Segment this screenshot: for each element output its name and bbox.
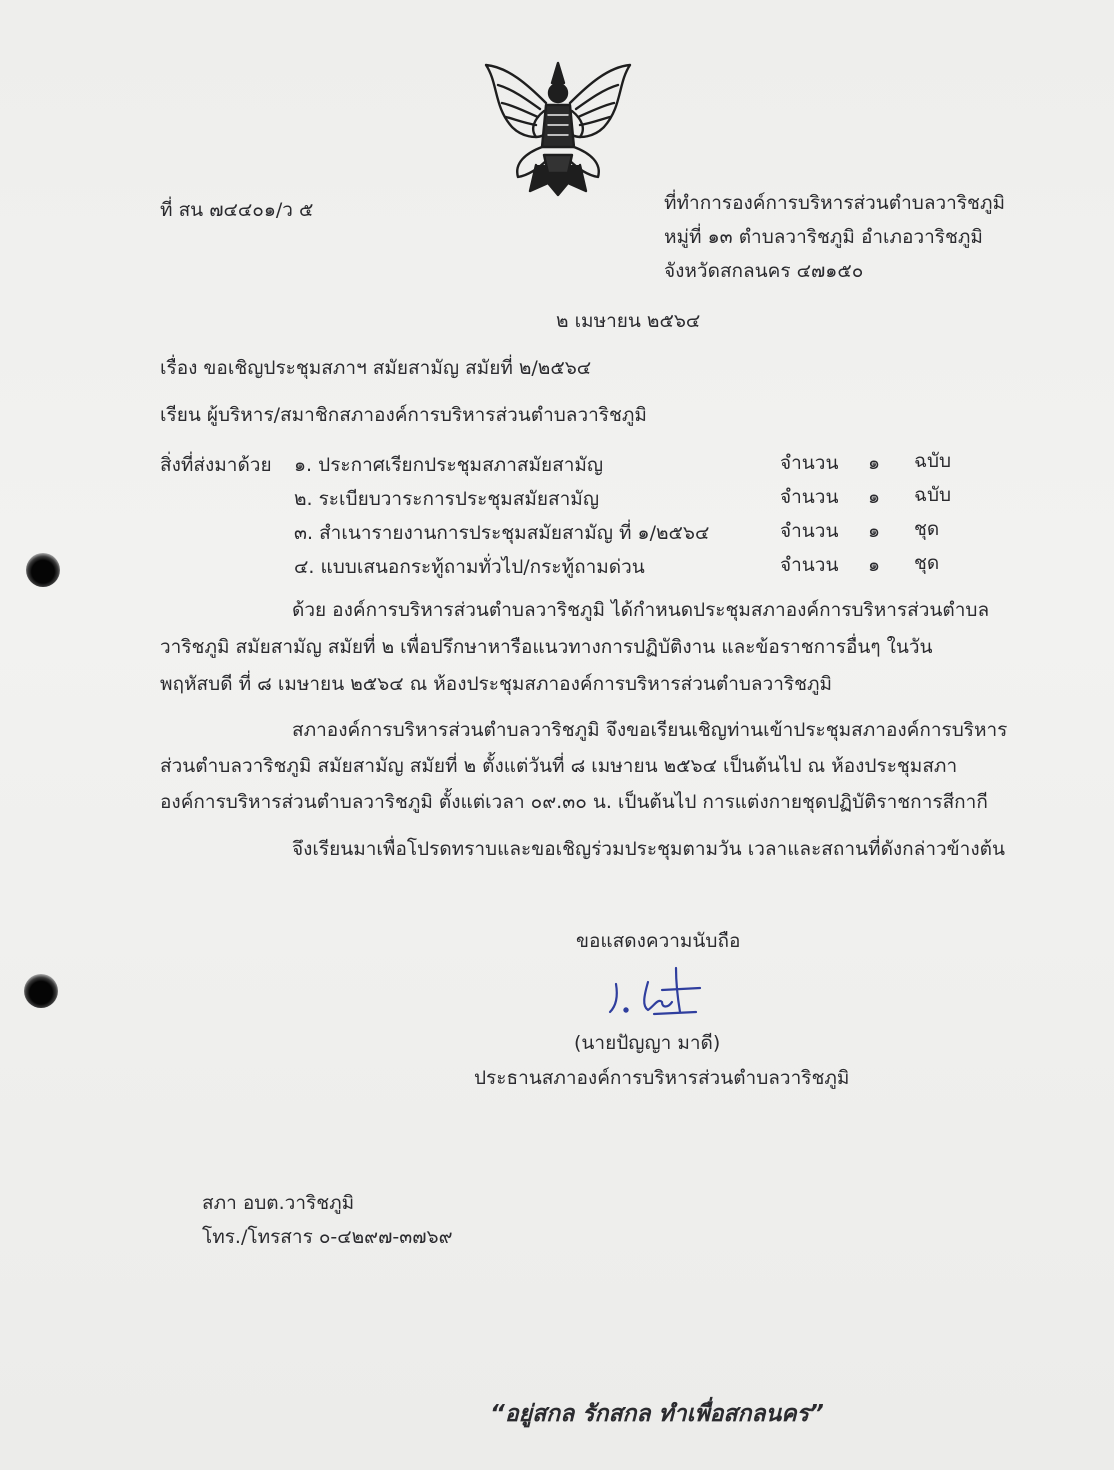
body-paragraph-1-line2: วาริชภูมิ สมัยสามัญ สมัยที่ ๒ เพื่อปรึกษาหารือแนวทางการปฏิบัติงาน และข้อราชการอื่นๆ ในวัน xyxy=(160,636,933,658)
letter-date: ๒ เมษายน ๒๕๖๔ xyxy=(556,310,701,332)
body-paragraph-2-line3: องค์การบริหารส่วนตำบลวาริชภูมิ ตั้งแต่เวลา ๐๙.๓๐ น. เป็นต้นไป การแต่งกายชุดปฏิบัติราชการสีกากี xyxy=(160,791,988,813)
enclosure-item-text: ๓. สำเนารายงานการประชุมสมัยสามัญ ที่ ๑/๒๕๖๔ xyxy=(294,522,710,544)
body-paragraph-2-line2: ส่วนตำบลวาริชภูมิ สมัยสามัญ สมัยที่ ๒ ตั้งแต่วันที่ ๘ เมษายน ๒๕๖๔ เป็นต้นไป ณ ห้องประชุมสภา xyxy=(160,755,958,777)
subject-line: เรื่อง ขอเชิญประชุมสภาฯ สมัยสามัญ สมัยที่ ๒/๒๕๖๔ xyxy=(160,357,592,379)
signature-mark xyxy=(596,962,716,1022)
enclosure-item-qty-label: จำนวน xyxy=(780,452,839,474)
enclosure-item-qty-label: จำนวน xyxy=(780,554,839,576)
enclosure-item-qty-label: จำนวน xyxy=(780,520,839,542)
recipient-line: เรียน ผู้บริหาร/สมาชิกสภาองค์การบริหารส่วนตำบลวาริชภูมิ xyxy=(160,404,647,426)
enclosure-item-text: ๑. ประกาศเรียกประชุมสภาสมัยสามัญ xyxy=(294,454,604,476)
enclosure-item-unit: ฉบับ xyxy=(914,484,952,506)
body-paragraph-2-line1: สภาองค์การบริหารส่วนตำบลวาริชภูมิ จึงขอเรียนเชิญท่านเข้าประชุมสภาองค์การบริหาร xyxy=(292,719,1008,741)
enclosure-item-text: ๔. แบบเสนอกระทู้ถามทั่วไป/กระทู้ถามด่วน xyxy=(294,556,645,578)
enclosure-item-qty: ๑ xyxy=(868,554,881,576)
enclosures-label: สิ่งที่ส่งมาด้วย xyxy=(160,454,272,476)
garuda-emblem-icon xyxy=(478,55,638,205)
closing-salutation: ขอแสดงความนับถือ xyxy=(576,930,741,952)
enclosure-item-text: ๒. ระเบียบวาระการประชุมสมัยสามัญ xyxy=(294,488,600,510)
enclosure-item-unit: ชุด xyxy=(914,552,940,574)
enclosure-item-unit: ฉบับ xyxy=(914,450,952,472)
enclosure-item-qty-label: จำนวน xyxy=(780,486,839,508)
footer-office: สภา อบต.วาริชภูมิ xyxy=(202,1192,355,1214)
footer-slogan: “อยู่สกล รักสกล ทำเพื่อสกลนคร” xyxy=(490,1401,824,1427)
enclosure-item-qty: ๑ xyxy=(868,520,881,542)
body-paragraph-1-line1: ด้วย องค์การบริหารส่วนตำบลวาริชภูมิ ได้กำหนดประชุมสภาองค์การบริหารส่วนตำบล xyxy=(292,599,990,621)
body-paragraph-1-line3: พฤหัสบดี ที่ ๘ เมษายน ๒๕๖๔ ณ ห้องประชุมสภาองค์การบริหารส่วนตำบลวาริชภูมิ xyxy=(160,673,833,695)
enclosure-item-qty: ๑ xyxy=(868,452,881,474)
footer-phone: โทร./โทรสาร ๐-๔๒๙๗-๓๗๖๙ xyxy=(202,1226,453,1248)
enclosure-item-qty: ๑ xyxy=(868,486,881,508)
reference-number: ที่ สน ๗๔๔๐๑/ว ๕ xyxy=(160,199,314,221)
signatory-position: ประธานสภาองค์การบริหารส่วนตำบลวาริชภูมิ xyxy=(474,1067,850,1089)
punch-hole-top xyxy=(26,553,60,587)
sender-address-line1: ที่ทำการองค์การบริหารส่วนตำบลวาริชภูมิ xyxy=(664,192,1005,214)
sender-address-line2: หมู่ที่ ๑๓ ตำบลวาริชภูมิ อำเภอวาริชภูมิ xyxy=(664,226,983,248)
sender-address-line3: จังหวัดสกลนคร ๔๗๑๕๐ xyxy=(664,260,864,282)
signatory-name: (นายปัญญา มาดี) xyxy=(574,1032,721,1054)
enclosure-item-unit: ชุด xyxy=(914,518,940,540)
body-paragraph-3: จึงเรียนมาเพื่อโปรดทราบและขอเชิญร่วมประชุมตามวัน เวลาและสถานที่ดังกล่าวข้างต้น xyxy=(292,838,1005,860)
punch-hole-bottom xyxy=(24,974,58,1008)
